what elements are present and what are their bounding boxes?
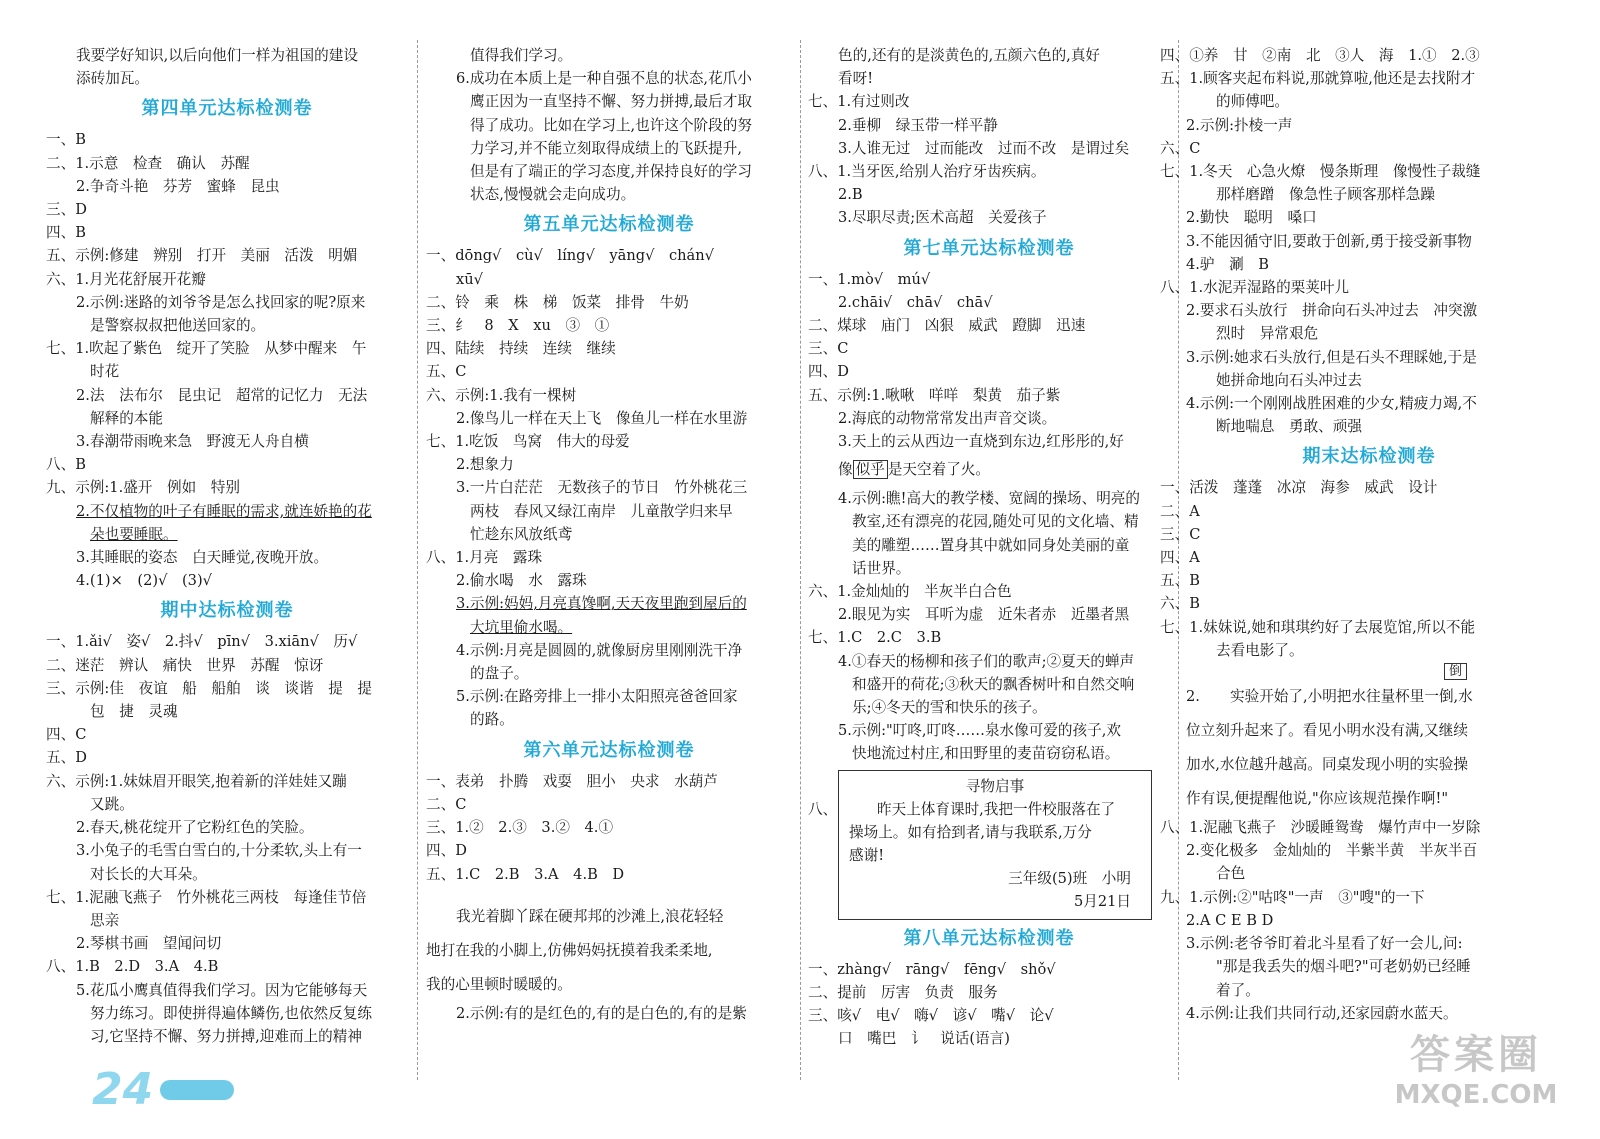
text-line: 口 嘴巴 讠 说话(语言) <box>838 1030 1010 1048</box>
text-line: 乐;④冬天的雪和快乐的孩子。 <box>852 699 1047 717</box>
text-line: 八、1.月亮 露珠 <box>426 549 543 567</box>
text-line: 我光着脚丫踩在硬邦邦的沙滩上,浪花轻轻 <box>456 907 724 925</box>
watermark-url: MXQE.COM <box>1394 1080 1558 1110</box>
text-line: 地打在我的小脚上,仿佛妈妈抚摸着我柔柔地, <box>426 941 713 959</box>
text-line: 3.一片白茫茫 无数孩子的节日 竹外桃花三 <box>456 479 748 497</box>
text-line: 3.示例:老爷爷盯着北斗星看了好一会儿,问: <box>1186 935 1463 953</box>
text-line: 鹰正因为一直坚持不懈、努力拼搏,最后才取 <box>470 93 752 111</box>
column-divider <box>417 40 418 1080</box>
correction-insert: 似乎 <box>853 460 888 479</box>
text-line: 3.示例:她求石头放行,但是石头不理睬她,于是 <box>1186 348 1477 366</box>
text-line: 包 捷 灵魂 <box>90 703 178 721</box>
text-line: 那样磨蹭 像急性子顾客那样急躁 <box>1216 186 1435 204</box>
text-line: 四、D <box>808 363 849 381</box>
text-line: 九、示例:1.盛开 例如 特别 <box>46 479 240 497</box>
text-line: 4.示例:一个刚刚战胜困难的少女,精疲力竭,不 <box>1186 395 1477 413</box>
text-line: 五、B <box>1160 572 1200 590</box>
text-line: 2.想象力 <box>456 456 514 474</box>
text-line: 思亲 <box>90 911 120 929</box>
text-line: xū√ <box>456 270 483 288</box>
column-1 <box>46 44 408 1074</box>
text-line: 的路。 <box>470 711 514 729</box>
text-line: 3.人谁无过 过而能改 过而不改 是谓过矣 <box>838 139 1130 157</box>
text-line: 着了。 <box>1216 981 1260 999</box>
text-line: 2.示例:有的是红色的,有的是白色的,有的是紫 <box>456 1004 747 1022</box>
text-line: 四、C <box>46 726 87 744</box>
notice-body: 操场上。如有拾到者,请与我联系,万分 <box>849 823 1092 841</box>
lost-item-notice <box>838 770 1152 920</box>
text-line: 添砖加瓦。 <box>76 70 149 88</box>
text-line: 三、咳√ 电√ 嗨√ 谚√ 嘴√ 论√ <box>808 1007 1054 1025</box>
correction-insert: 倒 <box>1444 663 1467 680</box>
underlined-line: 大坑里偷水喝。 <box>470 618 573 636</box>
footer-tag <box>160 1080 234 1100</box>
text-line: 快地流过村庄,和田野里的麦苗窃窃私语。 <box>852 745 1120 763</box>
text-line: 三、纟 8 X xu ③ ① <box>426 317 610 335</box>
column-2 <box>426 44 792 1074</box>
text-line: 四、①养 甘 ②南 北 ③人 海 1.① 2.③ <box>1160 47 1480 64</box>
text-line: 五、示例:1.啾啾 咩咩 梨黄 茄子紫 <box>808 386 1061 404</box>
text-line: 解释的本能 <box>90 409 163 427</box>
text-line: 色的,还有的是淡黄色的,五颜六色的,真好 <box>838 47 1101 64</box>
text-line: 三、示例:佳 夜谊 船 船舶 谈 谈谐 提 提 <box>46 679 372 697</box>
text-line: 我的心里顿时暖暖的。 <box>426 975 572 993</box>
underlined-line: 2.不仅植物的叶子有睡眠的需求,就连娇艳的花 <box>76 502 372 520</box>
text-line: 力学习,并不能立刻取得成绩上的飞跃提升, <box>470 139 742 157</box>
section-heading-unit5: 第五单元达标检测卷 <box>523 214 695 236</box>
text-line: 六、C <box>1160 139 1201 157</box>
text-line: 三、C <box>808 340 849 358</box>
text-line: 3.春潮带雨晚来急 野渡无人舟自横 <box>76 433 309 451</box>
text-line: 但是有了端正的学习态度,并保持良好的学习 <box>470 163 752 181</box>
text-line: 2.A C E B D <box>1186 911 1274 929</box>
text-line: 二、1.示意 检查 确认 苏醒 <box>46 154 250 172</box>
text-line: 九、1.示例:②"咕咚"一声 ③"嗖"的一下 <box>1160 888 1425 906</box>
text-line: 3.天上的云从西边一直烧到东边,红彤彤的,好 <box>838 433 1124 451</box>
text-line: 4.示例:让我们共同行动,还家园蔚水蓝天。 <box>1186 1004 1458 1022</box>
text-line: 四、陆续 持续 连续 继续 <box>426 340 616 358</box>
text-line: 去看电影了。 <box>1216 641 1304 659</box>
text-line: 五、D <box>46 749 87 767</box>
watermark-logo: 答案圈 <box>1410 1032 1542 1078</box>
text-line: 教室,还有漂亮的花园,随处可见的文化墙、精 <box>852 513 1139 531</box>
notice-signature: 三年级(5)班 小明 <box>1008 869 1131 887</box>
text-line: 八、B <box>46 456 86 474</box>
text-line: 加水,水位越升越高。同桌发现小明的实验操 <box>1186 756 1468 774</box>
section-heading-unit6: 第六单元达标检测卷 <box>523 739 695 761</box>
text-line: 断地喘息 勇敢、顽强 <box>1216 418 1362 436</box>
text-line: 二、迷茫 辨认 痛快 世界 苏醒 惊讶 <box>46 656 324 674</box>
section-heading-midterm: 期中达标检测卷 <box>160 600 294 622</box>
text-line: 七、1.妹妹说,她和琪琪约好了去展览馆,所以不能 <box>1160 618 1476 636</box>
text-line: 2.chāi√ chā√ chā√ <box>838 293 993 311</box>
text-line: 5.示例:"叮咚,叮咚……泉水像可爱的孩子,欢 <box>838 722 1121 740</box>
question-label: 八、 <box>808 800 838 818</box>
text-line: 一、B <box>46 131 86 149</box>
text-line: 二、煤球 庙门 凶狠 威武 蹬脚 迅速 <box>808 317 1086 335</box>
text-line: 六、示例:1.我有一棵树 <box>426 386 577 404</box>
text-fragment: 是天空着了火。 <box>887 461 990 479</box>
text-line: 的盘子。 <box>470 665 529 683</box>
text-line: 得了成功。比如在学习上,也许这个阶段的努 <box>470 116 752 134</box>
column-divider <box>800 40 801 1080</box>
text-line <box>1186 680 1552 714</box>
text-line: 二、A <box>1160 502 1200 520</box>
column-3 <box>808 44 1170 1074</box>
page-number: 24 <box>92 1064 154 1115</box>
column-4 <box>1160 44 1552 1074</box>
text-line: 一、表弟 扑腾 戏耍 胆小 央求 水葫芦 <box>426 772 718 790</box>
text-line: 八、1.水泥弄湿路的栗荚叶儿 <box>1160 279 1350 297</box>
text-line: 七、1.吃饭 鸟窝 伟大的母爱 <box>426 433 630 451</box>
text-line: 2.春天,桃花绽开了它粉红色的笑脸。 <box>76 819 314 837</box>
text-line: 六、1.月光花舒展开花瓣 <box>46 270 206 288</box>
text-line: 七、1.泥融飞燕子 竹外桃花三两枝 每逢佳节倍 <box>46 888 367 906</box>
text-line: 五、C <box>426 363 467 381</box>
notice-body: 感谢! <box>849 846 885 864</box>
text-line: 2.眼见为实 耳听为虚 近朱者赤 近墨者黑 <box>838 606 1130 624</box>
text-line: 三、D <box>46 201 87 219</box>
question-label: 2. <box>1186 688 1200 706</box>
text-line: 4.①春天的杨柳和孩子们的歌声;②夏天的蝉声 <box>838 652 1135 670</box>
text-line: 作有误,便提醒他说,"你应该规范操作啊!" <box>1186 790 1449 808</box>
text-line: 2.B <box>838 186 863 204</box>
text-line: 五、1.C 2.B 3.A 4.B D <box>426 865 625 883</box>
underlined-line: 3.示例:妈妈,月亮真馋啊,天天夜里跑到屋后的 <box>456 595 747 613</box>
text-line: 2.争奇斗艳 芬芳 蜜蜂 昆虫 <box>76 177 280 195</box>
section-heading-unit8: 第八单元达标检测卷 <box>903 927 1075 949</box>
text-line: 烈时 异常艰危 <box>1216 325 1319 343</box>
text-line: 忙趁东风放纸鸢 <box>470 525 573 543</box>
text-line: 五、1.顾客夹起布料说,那就算啦,他还是去找附才 <box>1160 70 1476 88</box>
text-line: 七、1.冬天 心急火燎 慢条斯理 像慢性子裁缝 <box>1160 163 1481 181</box>
text-line: 四、D <box>426 842 467 860</box>
text-line: 2.海底的动物常常发出声音交谈。 <box>838 409 1057 427</box>
text-line: 六、1.金灿灿的 半灰半白合色 <box>808 583 1012 601</box>
text-line: 四、A <box>1160 549 1200 567</box>
notice-date: 5月21日 <box>1073 892 1131 910</box>
notice-row <box>808 770 1170 920</box>
text-line: 状态,慢慢就会走向成功。 <box>470 186 636 204</box>
text-line: 5.花瓜小鹰真值得我们学习。因为它能够每天 <box>76 981 368 999</box>
text-line: 又跳。 <box>90 795 134 813</box>
text-line: 2.琴棋书画 望闻问切 <box>76 935 222 953</box>
notice-title: 寻物启事 <box>965 777 1025 795</box>
text-line: 话世界。 <box>852 559 911 577</box>
text-line: 一、1.mò√ mú√ <box>808 270 931 288</box>
text-line: 六、B <box>1160 595 1200 613</box>
text-line: 2.法 法布尔 昆虫记 超常的记忆力 无法 <box>76 386 368 404</box>
text-line: 值得我们学习。 <box>470 47 573 64</box>
text-line: 是警察叔叔把他送回家的。 <box>90 317 266 335</box>
text-line: 5.示例:在路旁排上一排小太阳照亮爸爸回家 <box>456 688 738 706</box>
text-line: 我要学好知识,以后向他们一样为祖国的建设 <box>76 47 358 64</box>
text-line: 二、C <box>426 795 467 813</box>
text-line: 两枝 春风又绿江南岸 儿童散学归来早 <box>470 502 733 520</box>
text-line <box>426 886 792 900</box>
text-line: 二、铃 乘 株 梯 饭菜 排骨 牛奶 <box>426 293 689 311</box>
text-line <box>1186 662 1552 680</box>
text-line: 3.尽职尽责;医术高超 关爱孩子 <box>838 209 1047 227</box>
text-line: 七、1.有过则改 <box>808 93 910 111</box>
text-line: 位立刻升起来了。看见小明水没有满,又继续 <box>1186 722 1468 740</box>
text-line: 4.(1)× (2)√ (3)√ <box>76 572 212 590</box>
section-heading-unit4: 第四单元达标检测卷 <box>141 98 313 120</box>
text-line: 二、提前 厉害 负责 服务 <box>808 983 998 1001</box>
text-line: 三、1.② 2.③ 3.② 4.① <box>426 819 614 837</box>
text-line: 七、1.吹起了紫色 绽开了笑脸 从梦中醒来 午 <box>46 340 367 358</box>
text-line: 时花 <box>90 363 120 381</box>
text-line: 2.勤快 聪明 嗓口 <box>1186 209 1317 227</box>
text-line: 看呀! <box>838 70 874 88</box>
text-line: 七、1.C 2.C 3.B <box>808 629 942 647</box>
text-line: 八、1.泥融飞燕子 沙暖睡鸳鸯 爆竹声中一岁除 <box>1160 819 1481 837</box>
text-line: 对长长的大耳朵。 <box>90 865 207 883</box>
text-line: 一、dōng√ cù√ líng√ yāng√ chán√ <box>426 247 714 265</box>
text-line: 六、示例:1.妹妹眉开眼笑,抱着新的洋娃娃又蹦 <box>46 772 347 790</box>
text-line: 2.示例:迷路的刘爷爷是怎么找回家的呢?原来 <box>76 293 366 311</box>
text-line: 6.成功在本质上是一种自强不息的状态,花爪小 <box>456 70 752 88</box>
text-line: 3.不能因循守旧,要敢于创新,勇于接受新事物 <box>1186 232 1472 250</box>
notice-body: 昨天上体育课时,我把一件校服落在了 <box>877 800 1116 818</box>
text-line: 的师傅吧。 <box>1216 93 1289 111</box>
text-line: 2.像鸟儿一样在天上飞 像鱼儿一样在水里游 <box>456 409 748 427</box>
text-line: 努力练习。即使拼得遍体鳞伤,也依然反复练 <box>90 1004 372 1022</box>
text-line: 4.驴 涮 B <box>1186 255 1270 273</box>
text-line: 习,它坚持不懈、努力拼搏,迎难而上的精神 <box>90 1027 362 1045</box>
section-heading-unit7: 第七单元达标检测卷 <box>903 237 1075 259</box>
text-line <box>808 453 1170 487</box>
text-line: 3.其睡眠的姿态 白天睡觉,夜晚开放。 <box>76 549 329 567</box>
text-line: 2.变化极多 金灿灿的 半紫半黄 半灰半百 <box>1186 842 1478 860</box>
text-line: 她拼命地向石头冲过去 <box>1216 371 1362 389</box>
text-line: 4.示例:瞧!高大的教学楼、宽阔的操场、明亮的 <box>838 490 1140 508</box>
text-line: 和盛开的荷花;③秋天的飘香树叶和自然交响 <box>852 675 1135 693</box>
text-fragment: 像 <box>838 461 853 479</box>
text-line: 3.小兔子的毛雪白雪白的,十分柔软,头上有一 <box>76 842 362 860</box>
text-line: 2.垂柳 绿玉带一样平静 <box>838 116 998 134</box>
text-line: 一、zhàng√ rāng√ fēng√ shǒ√ <box>808 960 1056 978</box>
text-line: "那是我丢失的烟斗吧?"可老奶奶已经睡 <box>1216 958 1471 976</box>
text-line: 三、C <box>1160 525 1201 543</box>
underlined-line: 朵也要睡眠。 <box>90 525 178 543</box>
text-line: 八、1.当牙医,给别人治疗牙齿疾病。 <box>808 163 1046 181</box>
text-line: 合色 <box>1216 865 1246 883</box>
watermark <box>1388 1030 1564 1120</box>
text-line: 美的雕塑……置身其中就如同身处美丽的童 <box>852 536 1130 554</box>
text-line: 一、活泼 蓬蓬 冰凉 海参 威武 设计 <box>1160 479 1438 497</box>
text-line: 五、示例:修建 辨别 打开 美丽 活泼 明媚 <box>46 247 358 265</box>
section-heading-final: 期末达标检测卷 <box>1302 446 1436 468</box>
text-line: 2.偷水喝 水 露珠 <box>456 572 587 590</box>
text-line: 八、1.B 2.D 3.A 4.B <box>46 958 219 976</box>
text-line: 2.示例:扑棱一声 <box>1186 116 1293 134</box>
text-line: 四、B <box>46 224 86 242</box>
text-line: 2.要求石头放行 拼命向石头冲过去 冲突激 <box>1186 302 1478 320</box>
text-line: 4.示例:月亮是圆圆的,就像厨房里刚刚洗干净 <box>456 641 743 659</box>
text-fragment: 实验开始了,小明把水往量杯里一倒,水 <box>1230 688 1473 706</box>
text-line: 一、1.ǎi√ 姿√ 2.抖√ pīn√ 3.xiān√ 历√ <box>46 633 358 651</box>
